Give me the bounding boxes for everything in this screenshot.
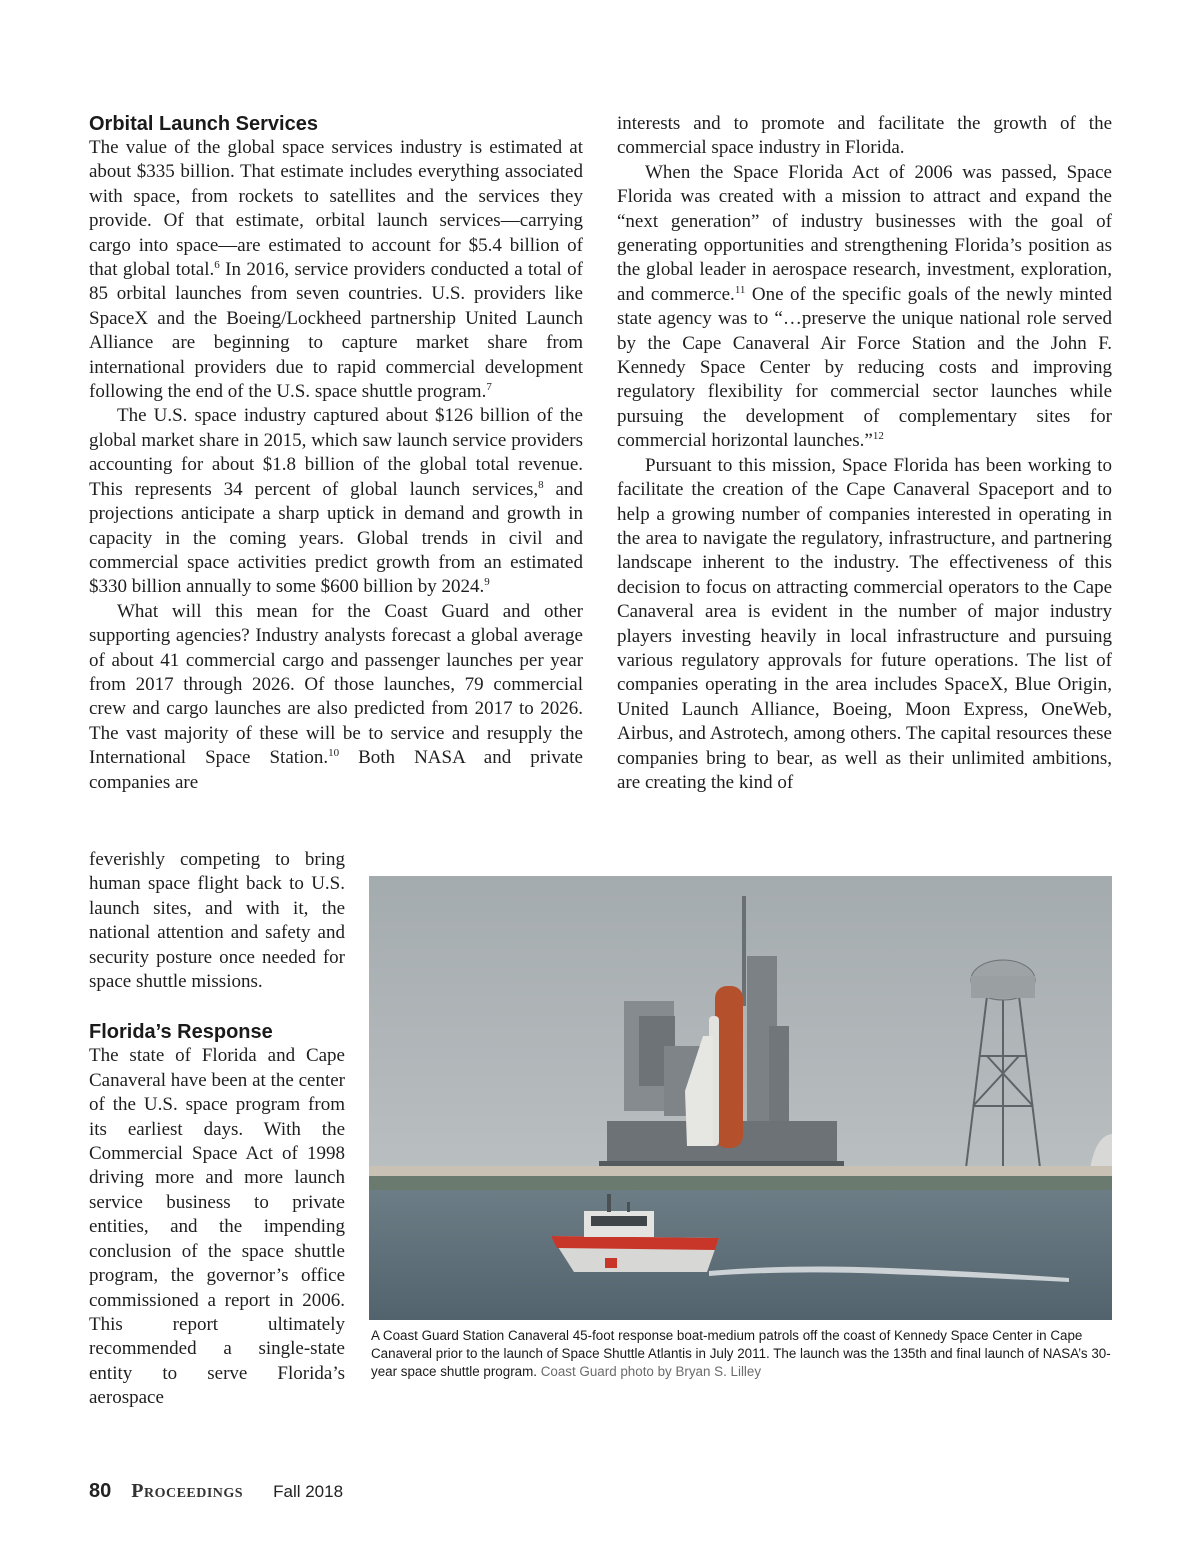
left-column-lower	[89, 848, 345, 1411]
paragraph: Pursuant to this mission, Space Florida has been working to facilitate the creation of the Cape Canaveral Spaceport and to help a growing number of companies interested in operating in the area to navigate the regulatory, infrastructure, and partnering landscape inherent to the industry. The effectiveness of this decision to focus on attracting commercial operators to the Cape Canaveral area is evident in the number of major industry players investing heavily in local infrastructure and pursuing various regulatory approvals for future operations. The list of companies operating in the area includes SpaceX, Blue Origin, United Launch Alliance, Boeing, Moon Express, OneWeb, Airbus, and Astrotech, among others. The capital resources these companies bring to bear, as well as their unlimited ambitions, are creating the kind of	[617, 454, 1112, 793]
paragraph: When the Space Florida Act of 2006 was passed, Space Florida was created with a mission to attract and expand the “next generation” of industry businesses with the goal of generating opportunities and strengthening Florida’s position as the global leader in aerospace research, investment, exploration, and commerce.$^{11}$ One of the specific goals of the newly minted state agency was to “…preserve the unique national role served by the Cape Canaveral Air Force Station and the John F. Kennedy Space Center by reducing costs and improving regulatory flexibility for commercial sector launches while pursuing the development of complementary sites for commercial horizontal launches.”$^{12}$	[617, 161, 1112, 452]
photo-credit: Coast Guard photo by Bryan S. Lilley	[540, 1364, 762, 1379]
footnote-ref: 10	[328, 747, 340, 760]
paragraph: The value of the global space services industry is estimated at about $335 billion. That estimate includes everything associated with space, from rockets to satellites and the services they provide. Of that estimate, orbital launch services—carrying cargo into space—are estimated to account for $5.4 billion of that global total.$^6$ In 2016, service providers conducted a total of 85 orbital launches from seven countries. U.S. providers like SpaceX and the Boeing/Lockheed partnership United Launch Alliance are beginning to capture market share from international providers due to rapid commercial development following the end of the U.S. space shuttle program.$^7$	[89, 137, 583, 403]
footnote-ref: 11	[734, 283, 746, 296]
paragraph: The state of Florida and Cape Canaveral have been at the center of the U.S. space program from its earliest days. With the Commercial Space Act of 1998 driving more and more launch service business to private entities, and the impending conclusion of the space shuttle program, the governor’s office commissioned a report in 2006. This report ultimately recommended a single-state entity to serve Florida’s aerospace	[89, 1045, 345, 1409]
publication-name: Proceedings	[131, 1480, 244, 1502]
paragraph: The U.S. space industry captured about $126 billion of the global market share in 2015, which saw launch service providers accounting for about $1.8 billion of the global total revenue. This represents 34 percent of global launch services,$^8$ and projections anticipate a sharp uptick in demand and growth in capacity in the coming years. Global trends in civil and commercial space activities predict growth from an estimated $330 billion annually to some $600 billion by 2024.$^9$	[89, 405, 583, 598]
water	[369, 1190, 1112, 1320]
footnote-ref: 12	[872, 430, 884, 443]
paragraph-continued: feverishly competing to bring human space flight back to U.S. launch sites, and with it, the national attention and safety and security posture once needed for space shuttle missions.	[89, 849, 345, 993]
page-number: 80	[89, 1480, 112, 1502]
footnote-ref: 7	[486, 381, 492, 394]
left-column-upper	[89, 112, 583, 795]
external-tank	[715, 986, 743, 1148]
footnote-ref: 8	[538, 478, 544, 491]
photo-illustration	[369, 876, 1112, 1320]
photo-caption	[371, 1327, 1114, 1381]
launch-pad-photo	[369, 876, 1112, 1320]
footnote-ref: 6	[214, 259, 220, 272]
section-heading-orbital-launch: Orbital Launch Services	[89, 113, 318, 135]
section-heading-floridas-response: Florida’s Response	[89, 1021, 273, 1044]
caption-text: A Coast Guard Station Canaveral 45-foot response boat-medium patrols off the coast of Kennedy Space Center in Cape Canaveral prior to the launch of Space Shuttle Atlantis in July 2011. The launch was the 135th and final launch of NASA’s 30-year space shuttle program.	[371, 1328, 1111, 1379]
paragraph: interests and to promote and facilitate the growth of the commercial space industry in Florida.	[617, 113, 1112, 159]
vegetation-strip	[369, 1176, 1112, 1190]
right-column	[617, 112, 1112, 795]
footnote-ref: 9	[484, 576, 490, 589]
page-footer	[89, 1480, 343, 1508]
issue-date: Fall 2018	[273, 1482, 344, 1501]
paragraph: What will this mean for the Coast Guard and other supporting agencies? Industry analysts forecast a global average of about 41 commercial cargo and passenger launches per year from 2017 through 2026. Of those launches, 79 commercial crew and cargo launches are also predicted from 2017 to 2026. The vast majority of these will be to service and resupply the International Space Station.$^{10}$ Both NASA and private companies are	[89, 600, 583, 793]
